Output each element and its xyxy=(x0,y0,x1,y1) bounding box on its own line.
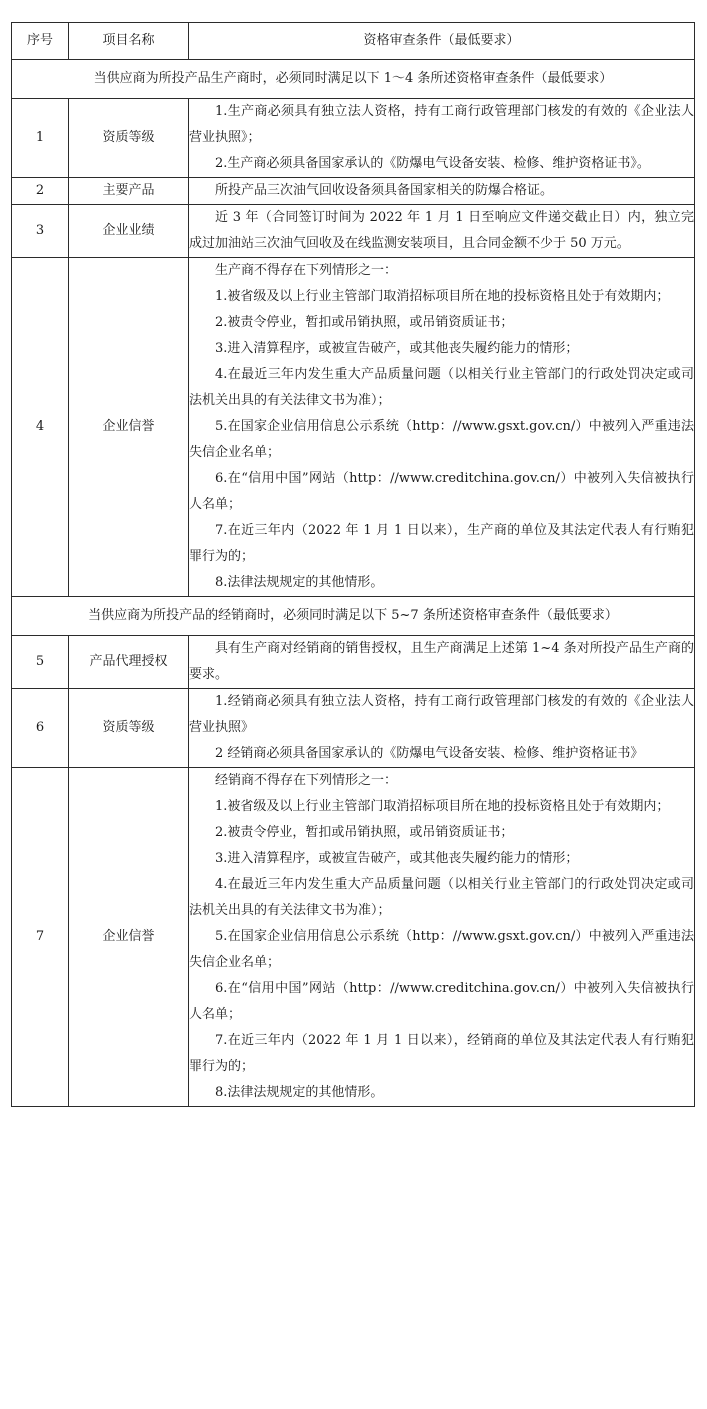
row-item-name: 企业信誉 xyxy=(69,768,189,1107)
section-banner-row xyxy=(12,597,695,636)
condition-line: 1.生产商必须具有独立法人资格，持有工商行政管理部门核发的有效的《企业法人营业执照》； xyxy=(189,104,694,145)
table-row xyxy=(12,689,695,768)
condition-line: 2.被责令停业，暂扣或吊销执照，或吊销资质证书； xyxy=(215,825,514,840)
condition-line: 所投产品三次油气回收设备须具备国家相关的防爆合格证。 xyxy=(215,183,554,198)
section-banner: 当供应商为所投产品的经销商时，必须同时满足以下 5~7 条所述资格审查条件（最低要求） xyxy=(12,597,695,636)
condition-line: 8.法律法规规定的其他情形。 xyxy=(215,1085,384,1100)
row-conditions xyxy=(189,636,695,689)
table-row xyxy=(12,99,695,178)
condition-line: 近 3 年（合同签订时间为 2022 年 1 月 1 日至响应文件递交截止日）内，独立完成过加油站三次油气回收及在线监测安装项目，且合同金额不少于 50 万元。 xyxy=(189,210,694,251)
row-number: 6 xyxy=(12,689,69,768)
row-conditions xyxy=(189,205,695,258)
section-banner-row xyxy=(12,60,695,99)
section-banner: 当供应商为所投产品生产商时，必须同时满足以下 1～4 条所述资格审查条件（最低要求） xyxy=(12,60,695,99)
row-item-name: 资质等级 xyxy=(69,99,189,178)
row-conditions xyxy=(189,768,695,1107)
condition-line: 2.被责令停业，暂扣或吊销执照，或吊销资质证书； xyxy=(215,315,514,330)
condition-line: 4.在最近三年内发生重大产品质量问题（以相关行业主管部门的行政处罚决定或司法机关出具的有关法律文书为准）； xyxy=(189,877,694,918)
header-row xyxy=(12,23,695,60)
row-conditions xyxy=(189,258,695,597)
row-conditions xyxy=(189,689,695,768)
condition-line: 8.法律法规规定的其他情形。 xyxy=(215,575,384,590)
condition-line: 2 经销商必须具备国家承认的《防爆电气设备安装、检修、维护资格证书》 xyxy=(215,746,644,761)
condition-line: 生产商不得存在下列情形之一： xyxy=(215,263,398,278)
condition-line: 3.进入清算程序，或被宣告破产，或其他丧失履约能力的情形； xyxy=(215,851,579,866)
condition-line: 1.经销商必须具有独立法人资格，持有工商行政管理部门核发的有效的《企业法人营业执照》 xyxy=(189,694,694,735)
condition-line: 6.在“信用中国”网站（http：//www.creditchina.gov.cn/）中被列入失信被执行人名单； xyxy=(189,981,694,1022)
table-row xyxy=(12,636,695,689)
header-condition: 资格审查条件（最低要求） xyxy=(189,23,695,60)
condition-line: 7.在近三年内（2022 年 1 月 1 日以来），经销商的单位及其法定代表人有行贿犯罪行为的； xyxy=(189,1033,694,1074)
row-conditions xyxy=(189,99,695,178)
table-row xyxy=(12,768,695,1107)
table-row xyxy=(12,205,695,258)
condition-line: 5.在国家企业信用信息公示系统（http：//www.gsxt.gov.cn/）中被列入严重违法失信企业名单； xyxy=(189,929,694,970)
condition-line: 1.被省级及以上行业主管部门取消招标项目所在地的投标资格且处于有效期内； xyxy=(215,289,670,304)
condition-line: 经销商不得存在下列情形之一： xyxy=(215,773,398,788)
row-number: 5 xyxy=(12,636,69,689)
row-number: 7 xyxy=(12,768,69,1107)
row-item-name: 资质等级 xyxy=(69,689,189,768)
row-number: 3 xyxy=(12,205,69,258)
row-conditions xyxy=(189,178,695,205)
condition-line: 4.在最近三年内发生重大产品质量问题（以相关行业主管部门的行政处罚决定或司法机关出具的有关法律文书为准）； xyxy=(189,367,694,408)
row-number: 1 xyxy=(12,99,69,178)
row-item-name: 企业业绩 xyxy=(69,205,189,258)
header-item: 项目名称 xyxy=(69,23,189,60)
condition-line: 3.进入清算程序，或被宣告破产，或其他丧失履约能力的情形； xyxy=(215,341,579,356)
table-row xyxy=(12,258,695,597)
condition-line: 具有生产商对经销商的销售授权，且生产商满足上述第 1~4 条对所投产品生产商的要求。 xyxy=(189,641,694,682)
qualification-table xyxy=(11,22,695,1107)
row-item-name: 企业信誉 xyxy=(69,258,189,597)
row-number: 4 xyxy=(12,258,69,597)
header-no: 序号 xyxy=(12,23,69,60)
condition-line: 6.在“信用中国”网站（http：//www.creditchina.gov.cn/）中被列入失信被执行人名单； xyxy=(189,471,694,512)
table-body xyxy=(12,23,695,1107)
condition-line: 2.生产商必须具备国家承认的《防爆电气设备安装、检修、维护资格证书》。 xyxy=(215,156,650,171)
table-row xyxy=(12,178,695,205)
condition-line: 1.被省级及以上行业主管部门取消招标项目所在地的投标资格且处于有效期内； xyxy=(215,799,670,814)
row-item-name: 主要产品 xyxy=(69,178,189,205)
row-number: 2 xyxy=(12,178,69,205)
condition-line: 5.在国家企业信用信息公示系统（http：//www.gsxt.gov.cn/）中被列入严重违法失信企业名单； xyxy=(189,419,694,460)
row-item-name: 产品代理授权 xyxy=(69,636,189,689)
condition-line: 7.在近三年内（2022 年 1 月 1 日以来），生产商的单位及其法定代表人有行贿犯罪行为的； xyxy=(189,523,694,564)
